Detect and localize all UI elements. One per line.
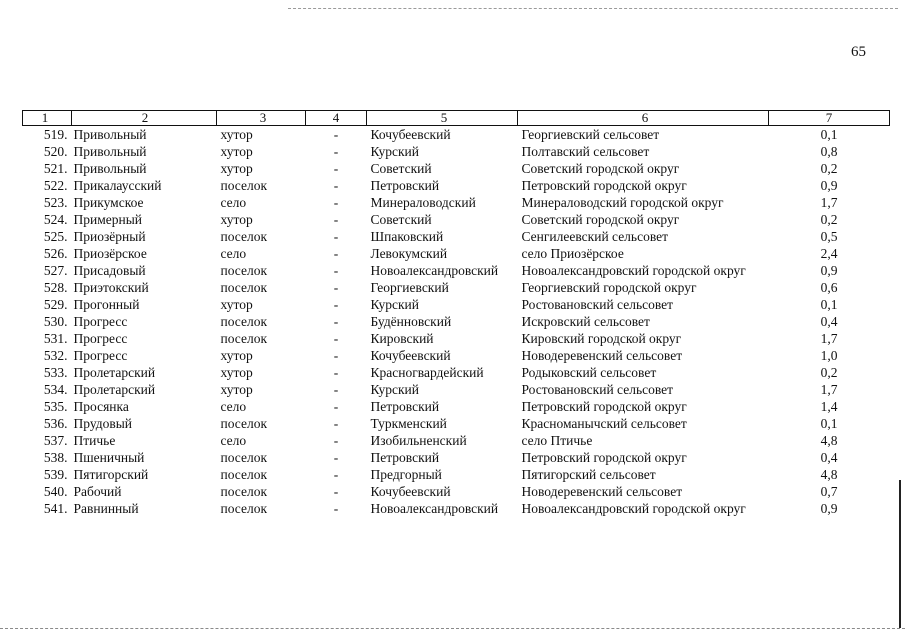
- district-cell: Георгиевский: [370, 280, 449, 295]
- row-number-cell: 527.: [43, 263, 68, 278]
- settlement-type-cell: поселок: [220, 450, 268, 465]
- column-4-cell: -: [333, 501, 339, 516]
- district-cell: Изобильненский: [370, 433, 467, 448]
- municipality-cell: Петровский городской округ: [521, 450, 687, 465]
- table-row: [23, 483, 890, 500]
- table-row: [23, 262, 890, 279]
- district-cell: Курский: [370, 297, 419, 312]
- column-4-cell: -: [333, 450, 339, 465]
- column-4-cell: -: [333, 195, 339, 210]
- settlement-name-cell: Прогресс: [73, 314, 128, 329]
- row-number-cell: 540.: [43, 484, 68, 499]
- column-4-cell: -: [333, 178, 339, 193]
- settlement-type-cell: хутор: [220, 348, 253, 363]
- municipality-cell: Новоалександровский городской округ: [521, 263, 746, 278]
- column-header-6: 6: [518, 111, 769, 126]
- table-row: [23, 432, 890, 449]
- row-number-cell: 537.: [43, 433, 68, 448]
- column-4-cell: -: [333, 314, 339, 329]
- settlement-type-cell: поселок: [220, 229, 268, 244]
- value-cell: 0,9: [820, 501, 838, 516]
- row-number-cell: 523.: [43, 195, 68, 210]
- row-number-cell: 536.: [43, 416, 68, 431]
- value-cell: 1,7: [820, 195, 838, 210]
- district-cell: Петровский: [370, 399, 440, 414]
- row-number-cell: 533.: [43, 365, 68, 380]
- settlement-name-cell: Рабочий: [73, 484, 122, 499]
- settlement-type-cell: хутор: [220, 365, 253, 380]
- scan-artifact-right-edge: [899, 480, 901, 628]
- column-4-cell: -: [333, 280, 339, 295]
- district-cell: Кочубеевский: [370, 127, 451, 142]
- municipality-cell: Новоалександровский городской округ: [521, 501, 746, 516]
- settlement-name-cell: Пятигорский: [73, 467, 149, 482]
- settlement-type-cell: поселок: [220, 501, 268, 516]
- settlement-name-cell: Приозёрный: [73, 229, 146, 244]
- table-row: [23, 466, 890, 483]
- value-cell: 2,4: [820, 246, 838, 261]
- value-cell: 0,9: [820, 263, 838, 278]
- column-4-cell: -: [333, 144, 339, 159]
- column-header-7: 7: [769, 111, 890, 126]
- row-number-cell: 529.: [43, 297, 68, 312]
- column-4-cell: -: [333, 399, 339, 414]
- settlement-name-cell: Привольный: [73, 144, 147, 159]
- table-row: [23, 279, 890, 296]
- value-cell: 1,7: [820, 331, 838, 346]
- table-row: [23, 143, 890, 160]
- table-row: [23, 330, 890, 347]
- municipality-cell: село Приозёрское: [521, 246, 624, 261]
- municipality-cell: Ростовановский сельсовет: [521, 382, 674, 397]
- value-cell: 4,8: [820, 467, 838, 482]
- municipality-cell: Георгиевский городской округ: [521, 280, 697, 295]
- settlement-type-cell: поселок: [220, 178, 268, 193]
- municipality-cell: Кировский городской округ: [521, 331, 682, 346]
- municipality-cell: Новодеревенский сельсовет: [521, 348, 683, 363]
- settlement-type-cell: поселок: [220, 314, 268, 329]
- settlements-table: [22, 110, 890, 517]
- settlement-name-cell: Примерный: [73, 212, 143, 227]
- district-cell: Кировский: [370, 331, 434, 346]
- value-cell: 0,2: [820, 365, 838, 380]
- district-cell: Новоалександровский: [370, 501, 499, 516]
- column-4-cell: -: [333, 127, 339, 142]
- value-cell: 1,7: [820, 382, 838, 397]
- scan-artifact-bottom-line: [0, 628, 905, 629]
- settlement-name-cell: Пролетарский: [73, 382, 156, 397]
- municipality-cell: Минераловодский городской округ: [521, 195, 724, 210]
- value-cell: 0,4: [820, 314, 838, 329]
- value-cell: 0,1: [820, 297, 838, 312]
- table-row: [23, 398, 890, 415]
- row-number-cell: 526.: [43, 246, 68, 261]
- row-number-cell: 535.: [43, 399, 68, 414]
- row-number-cell: 521.: [43, 161, 68, 176]
- column-4-cell: -: [333, 331, 339, 346]
- column-header-3: 3: [217, 111, 306, 126]
- column-4-cell: -: [333, 348, 339, 363]
- row-number-cell: 531.: [43, 331, 68, 346]
- settlement-type-cell: село: [220, 399, 247, 414]
- table-row: [23, 364, 890, 381]
- row-number-cell: 519.: [43, 127, 68, 142]
- row-number-cell: 532.: [43, 348, 68, 363]
- column-4-cell: -: [333, 263, 339, 278]
- table-row: [23, 228, 890, 245]
- district-cell: Туркменский: [370, 416, 447, 431]
- scan-artifact-top-line: [288, 8, 898, 9]
- value-cell: 1,0: [820, 348, 838, 363]
- district-cell: Предгорный: [370, 467, 442, 482]
- row-number-cell: 530.: [43, 314, 68, 329]
- settlement-type-cell: хутор: [220, 161, 253, 176]
- value-cell: 0,7: [820, 484, 838, 499]
- district-cell: Кочубеевский: [370, 348, 451, 363]
- district-cell: Минераловодский: [370, 195, 476, 210]
- table-row: [23, 245, 890, 262]
- table-row: [23, 449, 890, 466]
- row-number-cell: 541.: [43, 501, 68, 516]
- settlement-type-cell: хутор: [220, 144, 253, 159]
- municipality-cell: Пятигорский сельсовет: [521, 467, 656, 482]
- settlement-type-cell: поселок: [220, 467, 268, 482]
- district-cell: Шпаковский: [370, 229, 444, 244]
- municipality-cell: Сенгилеевский сельсовет: [521, 229, 669, 244]
- settlement-name-cell: Просянка: [73, 399, 129, 414]
- municipality-cell: Советский городской округ: [521, 212, 680, 227]
- settlement-type-cell: поселок: [220, 331, 268, 346]
- row-number-cell: 534.: [43, 382, 68, 397]
- table-row: [23, 194, 890, 211]
- settlement-name-cell: Прогресс: [73, 331, 128, 346]
- settlement-name-cell: Привольный: [73, 127, 147, 142]
- value-cell: 0,2: [820, 212, 838, 227]
- settlement-name-cell: Прикалаусский: [73, 178, 162, 193]
- column-4-cell: -: [333, 297, 339, 312]
- column-4-cell: -: [333, 416, 339, 431]
- value-cell: 0,8: [820, 144, 838, 159]
- settlement-name-cell: Птичье: [73, 433, 116, 448]
- district-cell: Курский: [370, 382, 419, 397]
- district-cell: Будённовский: [370, 314, 452, 329]
- settlement-type-cell: поселок: [220, 484, 268, 499]
- column-4-cell: -: [333, 246, 339, 261]
- settlement-type-cell: хутор: [220, 297, 253, 312]
- row-number-cell: 524.: [43, 212, 68, 227]
- municipality-cell: Красноманычский сельсовет: [521, 416, 687, 431]
- settlement-type-cell: хутор: [220, 212, 253, 227]
- value-cell: 0,1: [820, 416, 838, 431]
- column-header-5: 5: [367, 111, 518, 126]
- column-4-cell: -: [333, 212, 339, 227]
- table-row: [23, 347, 890, 364]
- value-cell: 0,5: [820, 229, 838, 244]
- district-cell: Петровский: [370, 178, 440, 193]
- settlement-type-cell: село: [220, 246, 247, 261]
- municipality-cell: Советский городской округ: [521, 161, 680, 176]
- row-number-cell: 538.: [43, 450, 68, 465]
- municipality-cell: село Птичье: [521, 433, 593, 448]
- table-row: [23, 126, 890, 144]
- district-cell: Советский: [370, 161, 432, 176]
- row-number-cell: 522.: [43, 178, 68, 193]
- municipality-cell: Ростовановский сельсовет: [521, 297, 674, 312]
- table-row: [23, 177, 890, 194]
- settlement-type-cell: хутор: [220, 382, 253, 397]
- column-4-cell: -: [333, 161, 339, 176]
- row-number-cell: 525.: [43, 229, 68, 244]
- column-header-1: 1: [23, 111, 72, 126]
- column-4-cell: -: [333, 484, 339, 499]
- settlement-type-cell: село: [220, 195, 247, 210]
- settlement-name-cell: Привольный: [73, 161, 147, 176]
- settlement-name-cell: Присадовый: [73, 263, 146, 278]
- district-cell: Советский: [370, 212, 432, 227]
- municipality-cell: Петровский городской округ: [521, 178, 687, 193]
- settlement-name-cell: Пшеничный: [73, 450, 145, 465]
- column-4-cell: -: [333, 229, 339, 244]
- table-row: [23, 313, 890, 330]
- settlement-name-cell: Пролетарский: [73, 365, 156, 380]
- settlement-type-cell: поселок: [220, 263, 268, 278]
- settlement-name-cell: Прудовый: [73, 416, 133, 431]
- column-4-cell: -: [333, 365, 339, 380]
- table-header-row: [23, 111, 890, 126]
- district-cell: Курский: [370, 144, 419, 159]
- settlement-name-cell: Прогресс: [73, 348, 128, 363]
- settlement-name-cell: Равнинный: [73, 501, 139, 516]
- row-number-cell: 539.: [43, 467, 68, 482]
- municipality-cell: Петровский городской округ: [521, 399, 687, 414]
- value-cell: 1,4: [820, 399, 838, 414]
- value-cell: 0,9: [820, 178, 838, 193]
- column-header-4: 4: [306, 111, 367, 126]
- table-row: [23, 160, 890, 177]
- value-cell: 4,8: [820, 433, 838, 448]
- table-row: [23, 211, 890, 228]
- page-number: 65: [851, 44, 866, 60]
- settlement-type-cell: поселок: [220, 280, 268, 295]
- settlement-name-cell: Приэтокский: [73, 280, 149, 295]
- column-4-cell: -: [333, 433, 339, 448]
- district-cell: Петровский: [370, 450, 440, 465]
- municipality-cell: Георгиевский сельсовет: [521, 127, 660, 142]
- settlement-type-cell: хутор: [220, 127, 253, 142]
- district-cell: Кочубеевский: [370, 484, 451, 499]
- table-row: [23, 415, 890, 432]
- table-row: [23, 296, 890, 313]
- row-number-cell: 528.: [43, 280, 68, 295]
- row-number-cell: 520.: [43, 144, 68, 159]
- column-4-cell: -: [333, 382, 339, 397]
- settlement-type-cell: село: [220, 433, 247, 448]
- municipality-cell: Искровский сельсовет: [521, 314, 650, 329]
- settlement-name-cell: Приозёрское: [73, 246, 147, 261]
- column-4-cell: -: [333, 467, 339, 482]
- district-cell: Левокумский: [370, 246, 448, 261]
- settlement-type-cell: поселок: [220, 416, 268, 431]
- table-row: [23, 381, 890, 398]
- value-cell: 0,1: [820, 127, 838, 142]
- settlement-name-cell: Прикумское: [73, 195, 144, 210]
- district-cell: Новоалександровский: [370, 263, 499, 278]
- district-cell: Красногвардейский: [370, 365, 484, 380]
- table-body: [23, 126, 890, 518]
- table-row: [23, 500, 890, 517]
- settlement-name-cell: Прогонный: [73, 297, 140, 312]
- municipality-cell: Родыковский сельсовет: [521, 365, 657, 380]
- value-cell: 0,4: [820, 450, 838, 465]
- column-header-2: 2: [72, 111, 217, 126]
- value-cell: 0,2: [820, 161, 838, 176]
- municipality-cell: Новодеревенский сельсовет: [521, 484, 683, 499]
- value-cell: 0,6: [820, 280, 838, 295]
- municipality-cell: Полтавский сельсовет: [521, 144, 650, 159]
